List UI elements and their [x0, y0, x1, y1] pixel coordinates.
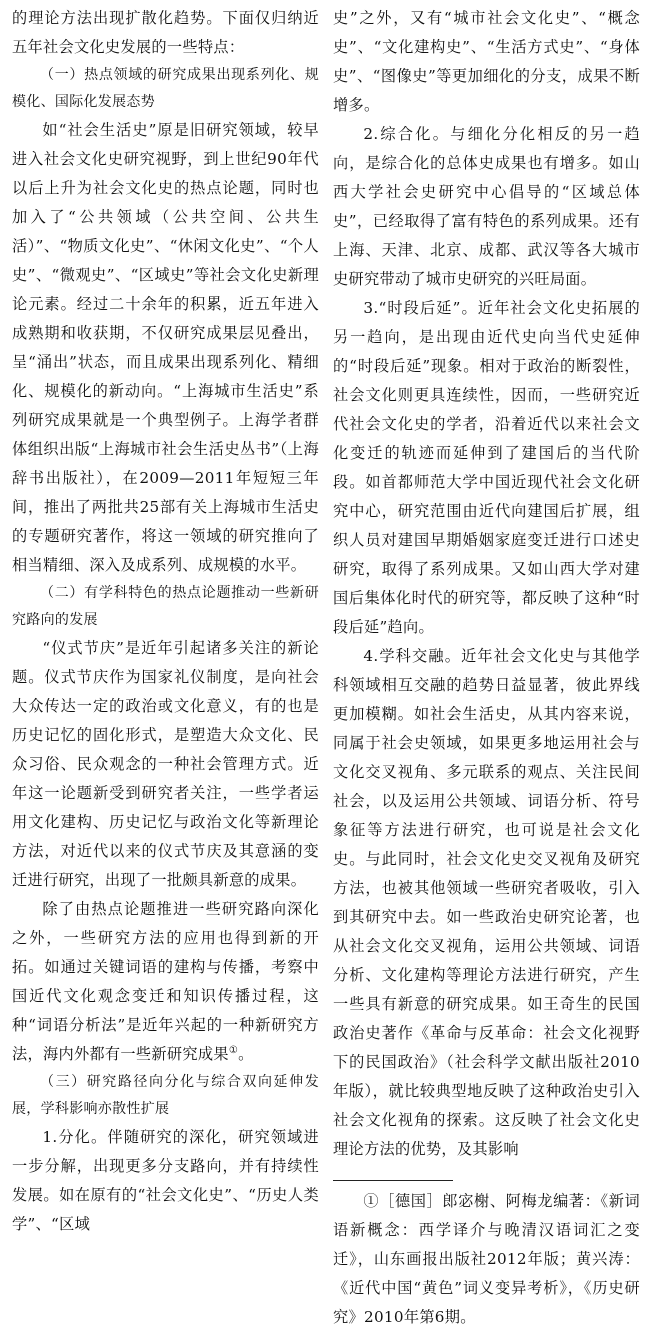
paragraph-end: 。	[238, 1045, 254, 1063]
footnote: ①［德国］郎宓榭、阿梅龙编著：《新词语新概念：西学译介与晚清汉语词汇之变迁》，山东画报出版社2012年版；黄兴涛：《近代中国“黄色”词义变异考析》，《历史研究》2010年第6期。	[333, 1192, 640, 1326]
paragraph	[12, 895, 319, 1069]
paragraph: 如“社会生活史”原是旧研究领域，较早进入社会文化史研究视野，到上世纪90年代以后上升为社会文化史的热点论题，同时也加入了“公共领域（公共空间、公共生活）”、“物质文化史”、“休闲文化史”、“个人史”、“微观史”、“区域史”等社会文化史新理论元素。经过二十余年的积累，近五年进入成熟期和收获期，不仅研究成果层见叠出，呈“涌出”状态，而且成果出现系列化、精细化、规模化的新动向。“上海城市生活史”系列研究成果就是一个典型例子。上海学者群体组织出版“上海城市社会生活史丛书”（上海辞书出版社），在2009—2011年短短三年间，推出了两批共25部有关上海城市生活史的专题研究著作，将这一领域的研究推向了相当精细、深入及成系列、成规模的水平。	[12, 121, 319, 574]
footnote-divider	[333, 1180, 453, 1181]
paragraph: 2.综合化。与细化分化相反的另一趋向，是综合化的总体史成果也有增多。如山西大学社会史研究中心倡导的“区域总体史”，已经取得了富有特色的系列成果。还有上海、天津、北京、成都、武汉等各大城市史研究带动了城市史研究的兴旺局面。	[333, 125, 640, 288]
paragraph-text: 除了由热点论题推进一些研究路向深化之外，一些研究方法的应用也得到新的开拓。如通过关键词语的建构与传播，考察中国近代文化观念变迁和知识传播过程，这种“词语分析法”是近年兴起的一种新研究方法，海内外都有一些新研究成果	[12, 900, 319, 1063]
paragraph: “仪式节庆”是近年引起诸多关注的新论题。仪式节庆作为国家礼仪制度，是向社会大众传达一定的政治或文化意义，有的也是历史记忆的固化形式，是塑造大众文化、民众习俗、民众观念的一种社会管理方式。近年这一论题新受到研究者关注，一些学者运用文化建构、历史记忆与政治文化等新理论方法，对近代以来的仪式节庆及其意涵的变迁进行研究，出现了一批颇具新意的成果。	[12, 639, 319, 889]
footnote-marker[interactable]: ①	[228, 1044, 239, 1056]
right-column	[333, 4, 640, 1326]
paragraph: 的理论方法出现扩散化趋势。下面仅归纳近五年社会文化史发展的一些特点：	[12, 9, 319, 56]
paragraph: 4.学科交融。近年社会文化史与其他学科领域相互交融的趋势日益显著，彼此界线更加模糊。如社会生活史，从其内容来说，同属于社会史领域，如果更多地运用社会与文化交叉视角、多元联系的观点、关注民间社会，以及运用公共领域、词语分析、符号象征等方法进行研究，也可说是社会文化史。与此同时，社会文化史交叉视角及研究方法，也被其他领域一些研究者吸收，引入到其研究中去。如一些政治史研究论著，也从社会文化交叉视角，运用公共领域、词语分析、文化建构等理论方法进行研究，产生一些具有新意的研究成果。如王奇生的民国政治史著作《革命与反革命：社会文化视野下的民国政治》（社会科学文献出版社2010年版），就比较典型地反映了这种政治史引入社会文化视角的探索。这反映了社会文化史理论方法的优势，及其影响	[333, 647, 640, 1158]
section-heading-3: （三）研究路径向分化与综合双向延伸发展，学科影响亦散性扩展	[12, 1074, 319, 1117]
paragraph: 3.“时段后延”。近年社会文化史拓展的另一趋向，是出现由近代史向当代史延伸的“时段后延”现象。相对于政治的断裂性，社会文化则更具连续性，因而，一些研究近代社会文化史的学者，沿着近代以来社会文化变迁的轨迹而延伸到了建国后的当代阶段。如首都师范大学中国近现代社会文化研究中心，研究范围由近代向建国后扩展，组织人员对建国早期婚姻家庭变迁进行口述史研究，取得了系列成果。又如山西大学对建国后集体化时代的研究等，都反映了这种“时段后延”趋向。	[333, 299, 640, 636]
paragraph: 史”之外，又有“城市社会文化史”、“概念史”、“文化建构史”、“生活方式史”、“身体史”、“图像史”等更加细化的分支，成果不断增多。	[333, 9, 640, 114]
left-column	[12, 4, 319, 1233]
section-heading-1: （一）热点领域的研究成果出现系列化、规模化、国际化发展态势	[12, 67, 319, 110]
section-heading-2: （二）有学科特色的热点论题推动一些新研究路向的发展	[12, 585, 319, 628]
paragraph: 1.分化。伴随研究的深化，研究领域进一步分解，出现更多分支路向，并有持续性发展。如在原有的“社会文化史”、“历史人类学”、“区域	[12, 1128, 319, 1233]
